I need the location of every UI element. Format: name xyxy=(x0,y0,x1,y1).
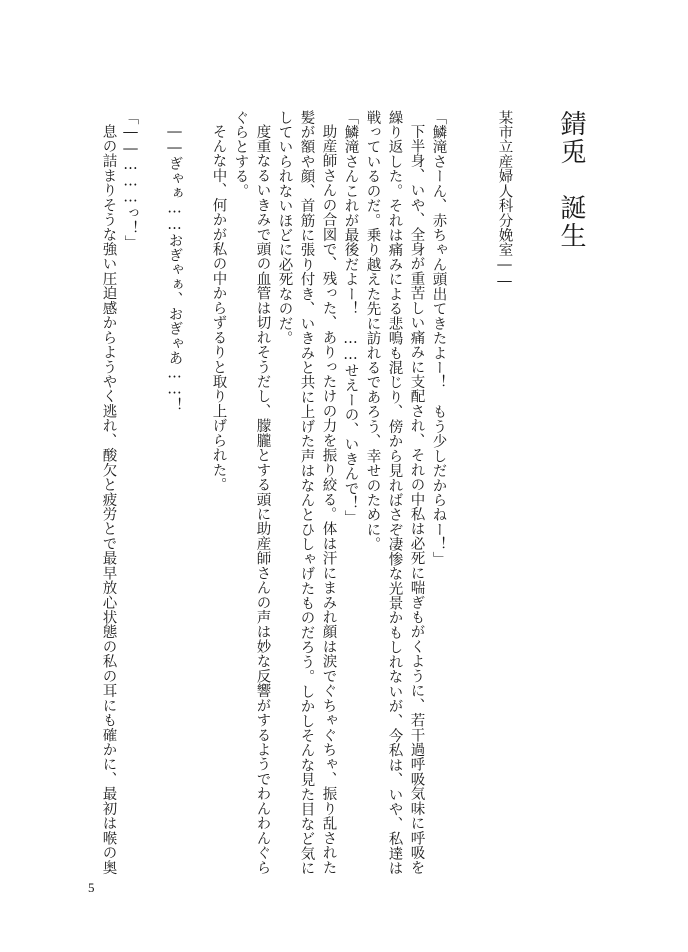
text-line: 繰り返した。それは痛みによる悲鳴も混じり、傍から見ればさぞ凄惨な光景かもしれないが、今私は、いや、私達は xyxy=(386,110,403,876)
text-line: 息の詰まりそうな強い圧迫感からようやく逃れ、酸欠と疲労とで最早放心状態の私の耳にも確かに、最初は喉の奥 xyxy=(100,124,117,875)
text-line: ――ぎゃぁ……おぎゃぁ、おぎゃあ……！ xyxy=(166,124,183,413)
text-line: 下半身、いや、全身が重苦しい痛みに支配され、それの中私は必死に喘ぎもがくように、若干過呼吸気味に呼吸を xyxy=(408,124,425,875)
text-line: 助産師さんの合図で、残った、ありったけの力を振り絞る。体は汗にまみれ顔は涙でぐちゃぐちゃ、振り乱された xyxy=(320,124,337,875)
chapter-title: 錆兎 誕生 xyxy=(556,110,586,250)
text-line: 度重なるいきみで頭の血管は切れそうだし、朦朧とする頭に助産師さんの声は妙な反響がするようでわんわんぐら xyxy=(254,124,271,875)
text-line: ぐらとする。 xyxy=(232,110,249,199)
page-number: 5 xyxy=(88,880,95,895)
text-line: 「鱗滝さんこれが最後だよー！ ……せえーの、いきんで！」 xyxy=(342,110,359,526)
text-line: そんな中、何かが私の中からずるりと取り上げられた。 xyxy=(210,124,227,492)
text-line: 髪が額や顔、首筋に張り付き、いきみと共に上げた声はなんとひしゃげたものだろう。しかしそんな見た目など気に xyxy=(298,110,315,876)
text-line: 「――………っ！」 xyxy=(122,110,139,250)
text-line: 戦っているのだ。乗り越えた先に訪れるであろう、幸せのために。 xyxy=(364,110,381,552)
text-line: 「鱗滝さーん、赤ちゃん頭出てきたよー！ もう少しだからねー！」 xyxy=(430,110,447,567)
text-line: 某市立産婦人科分娩室―― xyxy=(496,110,513,290)
text-line: していられないほどに必死なのだ。 xyxy=(276,110,293,346)
